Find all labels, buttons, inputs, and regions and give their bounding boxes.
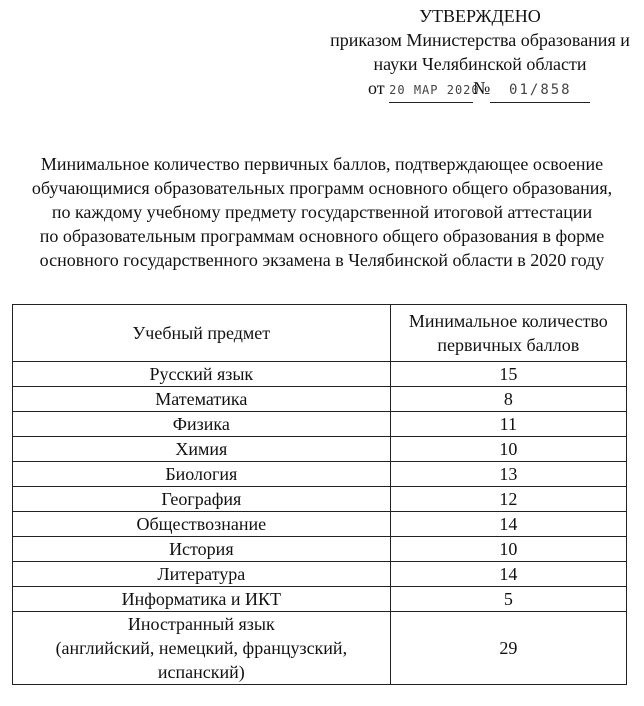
heading-line-4: по образовательным программам основного общего образования в форме: [39, 226, 605, 246]
score-cell: 10: [390, 537, 626, 562]
subject-cell: История: [13, 537, 391, 562]
subject-cell: Информатика и ИКТ: [13, 587, 391, 612]
subject-cell: Русский язык: [13, 362, 391, 387]
subject-cell: Обществознание: [13, 512, 391, 537]
document-heading: [12, 152, 632, 272]
order-number-handwritten: 01/858: [490, 78, 590, 103]
date-prefix: от: [368, 78, 385, 98]
subject-line-1: Иностранный язык: [127, 614, 275, 634]
subject-cell: Химия: [13, 437, 391, 462]
subject-cell: Математика: [13, 387, 391, 412]
table-row: [13, 562, 627, 587]
subject-line-3: испанский): [157, 662, 245, 682]
score-cell: 14: [390, 512, 626, 537]
subject-cell: Литература: [13, 562, 391, 587]
score-cell: 13: [390, 462, 626, 487]
heading-line-1: Минимальное количество первичных баллов, подтверждающее освоение: [40, 154, 604, 174]
table-row: [13, 362, 627, 387]
header-subject: Учебный предмет: [13, 305, 391, 362]
approval-block: [320, 4, 640, 103]
scores-table: [12, 304, 627, 685]
header-score-line-1: Минимальное количество: [408, 311, 608, 331]
approval-order-line-1: приказом Министерства образования и: [330, 30, 630, 50]
table-header-row: [13, 305, 627, 362]
score-cell: 11: [390, 412, 626, 437]
table-row: [13, 512, 627, 537]
heading-line-5: основного государственного экзамена в Челябинской области в 2020 году: [39, 250, 605, 270]
header-min-score: [390, 305, 626, 362]
score-cell: 15: [390, 362, 626, 387]
table-row: [13, 412, 627, 437]
date-stamp: 20 МАР 2020: [389, 78, 473, 103]
subject-cell: Физика: [13, 412, 391, 437]
subject-line-2: (английский, немецкий, французский,: [55, 638, 348, 658]
table-row: [13, 537, 627, 562]
score-cell: 14: [390, 562, 626, 587]
score-cell: 12: [390, 487, 626, 512]
table-row: [13, 587, 627, 612]
table-row: [13, 487, 627, 512]
approval-date-line: [320, 76, 640, 103]
score-cell: 8: [390, 387, 626, 412]
subject-cell-multiline: [13, 612, 391, 685]
score-cell: 10: [390, 437, 626, 462]
approval-order-line-2: науки Челябинской области: [373, 54, 587, 74]
number-prefix: №: [473, 78, 491, 98]
subject-cell: Биология: [13, 462, 391, 487]
subject-cell: География: [13, 487, 391, 512]
approval-title: УТВЕРЖДЕНО: [419, 6, 541, 26]
table-row-foreign-language: [13, 612, 627, 685]
table-row: [13, 387, 627, 412]
header-score-line-2: первичных баллов: [437, 335, 580, 355]
heading-line-2: обучающимися образовательных программ основного общего образования,: [31, 178, 613, 198]
score-cell: 5: [390, 587, 626, 612]
table-row: [13, 437, 627, 462]
score-cell: 29: [390, 612, 626, 685]
heading-line-3: по каждому учебному предмету государственной итоговой аттестации: [51, 202, 593, 222]
table-row: [13, 462, 627, 487]
